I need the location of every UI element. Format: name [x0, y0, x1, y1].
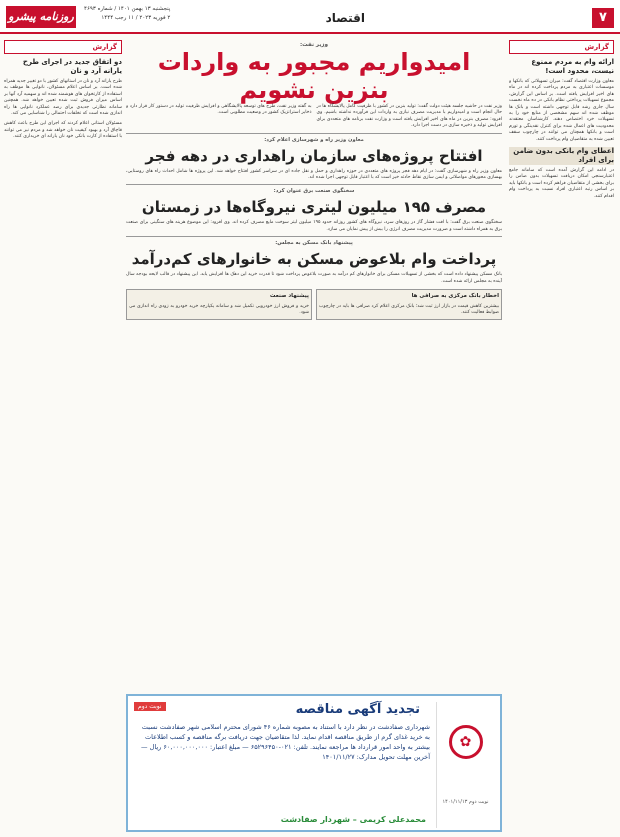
- kicker-4: پیشنهاد بانک مسکن به مجلس:: [275, 240, 353, 247]
- right-column: [509, 40, 614, 720]
- left-body-2: مسئولان استانی اعلام کردند که اجرای این طرح باعث کاهش قاچاق آرد و بهبود کیفیت نان خواهد شد و مردم نیز می توانند با استفاده از کارت بانکی خود نان یارانه ای خریداری کنند.: [4, 121, 122, 140]
- page-number: ۷: [592, 8, 614, 28]
- report-tag-left: گزارش: [4, 40, 122, 54]
- right-headline: ارائه وام به مردم ممنوع نیست، محدود است!: [531, 58, 614, 75]
- section-title: اقتصاد: [325, 11, 365, 25]
- page-header: [0, 0, 620, 34]
- emblem-icon: ✿: [449, 725, 483, 759]
- left-headline: دو اتفاق جدید در اجرای طرح یارانه آرد و نان: [22, 58, 122, 75]
- body-5: بانک مسکن پیشنهاد داده است که بخشی از تسهیلات مسکن برای خانوارهای کم درآمد به صورت بلاعوض پرداخت شود تا قدرت خرید این دهک ها افزایش یابد. این پیشنهاد در قالب لایحه بودجه سال آینده به مجلس ارائه شده است.: [126, 272, 502, 284]
- right-subhead: اعطای وام بانکی بدون ضامن برای افراد: [509, 147, 614, 165]
- right-body: معاون وزارت اقتصاد گفت: میزان تسهیلاتی که بانکها و موسسات اعتباری به مردم پرداخت کرده اند در ماه های اخیر افزایش یافته است. بر اساس این گزارش، مجموع تسهیلات پرداختی نظام بانکی در ده ماه نخست سال جاری رشد قابل توجهی داشته است و بانک ها موظف شده اند سهم مشخصی از منابع خود را به تسهیلات خرد اختصاص دهند. کارشناسان معتقدند محدودیت های اعمال شده برای کنترل نقدینگی و تورم است و بانکها همچنان می توانند در چارچوب سقف تعیین شده به متقاضیان وام پرداخت کنند.: [509, 79, 614, 142]
- announcement-box-1: اخطار بانک مرکزی به صرافی ها بیشترین کاهش قیمت در بازار ارز ثبت شد؛ بانک مرکزی اعلام کرد صرافی ها باید در چارچوب ضوابط فعالیت کنند.: [316, 289, 502, 320]
- kicker-3: سخنگوی صنعت برق عنوان کرد:: [273, 188, 355, 195]
- ad-signature: محمدعلی کریمی – شهردار صفادشت: [280, 815, 426, 824]
- announcement-box-2: پیشنهاد صنعت خرید و فروش ارز خودرویی تکمیل شد و سامانه یکپارچه خرید خودرو به زودی راه اندازی می شود.: [126, 289, 312, 320]
- ad-badge: نوبت دوم: [134, 702, 166, 711]
- issue-date: پنجشنبه ۱۳ بهمن ۱۴۰۱ / شماره ۴۶۹۳ ۲ فوریه ۲۰۲۳ / ۱۱ رجب ۱۴۴۴: [84, 6, 171, 21]
- left-body: طرح یارانه آرد و نان در استانهای کشور با دو تغییر جدید همراه شده است. بر اساس اعلام مسئولان، نانوایی ها موظف به استفاده از کارتخوان های هوشمند شده اند و سهمیه آرد آنها بر اساس میزان فروش ثبت شده تعیین خواهد شد. همچنین سامانه نظارتی جدیدی برای رصد عملکرد نانوایی ها راه اندازی شده است که تخلفات احتمالی را شناسایی می کند.: [4, 79, 122, 117]
- ad-code: نوبت دوم ۱۴۰۱/۱۱/۱۳: [442, 799, 489, 805]
- left-column: [4, 40, 122, 640]
- tender-advertisement: [126, 694, 502, 832]
- main-kicker: وزیر نفت:: [299, 42, 329, 48]
- ad-body: شهرداری صفادشت در نظر دارد با استناد به مصوبه شماره ۴۶ شورای محترم اسلامی شهر صفادشت نسبت به خرید غذای گرم از طریق مناقصه اقدام نماید. لذا متقاضیان جهت دریافت برگه مناقصه و کسب اطلاعات بیشتر به واحد امور قرارداد ها مراجعه نمایند. تلفن: ۰۲۱-۶۵۲۹۶۴۵۰ — مبلغ اعتبار: ۶۰,۰۰۰,۰۰۰,۰۰۰ ریال — آخرین مهلت تحویل مدارک: ۱۴۰۱/۱۱/۲۷: [141, 723, 430, 761]
- headline-4: پرداخت وام بلاعوض مسکن به خانوارهای کم‌درآمد: [131, 250, 497, 269]
- main-body-2: به گفته وزیر نفت، طرح های توسعه پالایشگاهی و افزایش ظرفیت تولید در دستور کار قرار دارد و ذخایر استراتژیک کشور در وضعیت مطلوبی است.: [126, 104, 312, 116]
- kicker-2: معاون وزیر راه و شهرسازی اعلام کرد:: [264, 136, 364, 143]
- municipality-emblem: [436, 702, 494, 828]
- headline-3: مصرف ۱۹۵ میلیون لیتری نیروگاه‌ها در زمستان: [141, 198, 487, 217]
- ad-title: تجدید آگهی مناقصه: [295, 702, 420, 717]
- report-tag: گزارش: [509, 40, 614, 54]
- main-body: وزیر نفت در حاشیه جلسه هیئت دولت گفت: تولید بنزین در کشور با ظرفیت کامل پالایشگاه ها در حال انجام است و امیدواریم با مدیریت مصرف نیازی به واردات این فرآورده نداشته باشیم. وی افزود: مصرف بنزین در ماه های اخیر افزایش یافته است و وزارت نفت برنامه های متعددی برای افزایش تولید و ذخیره سازی در دست اجرا دارد.: [316, 104, 502, 129]
- headline-2: افتتاح پروژه‌های سازمان راهداری در دهه فجر: [145, 146, 483, 165]
- newspaper-logo: روزنامه پیشرو: [6, 6, 76, 28]
- right-body-2: در ادامه این گزارش آمده است که سامانه جامع اعتبارسنجی امکان دریافت تسهیلات بدون ضامن را برای بخشی از متقاضیان فراهم کرده است و بانکها باید بر اساس رتبه اعتباری افراد نسبت به پرداخت وام اقدام کنند.: [509, 168, 614, 199]
- body-3: معاون وزیر راه و شهرسازی گفت: در ایام دهه فجر پروژه های متعددی در حوزه راهداری و حمل و نقل جاده ای در سراسر کشور افتتاح خواهد شد. این پروژه ها شامل احداث راه های روستایی، بهسازی محورهای مواصلاتی و ایمن سازی نقاط حادثه خیز است که با اعتبار قابل توجهی اجرا شده اند.: [126, 168, 502, 181]
- main-headline: امیدواریم مجبور به واردات بنزین نشویم: [157, 48, 471, 104]
- body-4: سخنگوی صنعت برق گفت: با افت فشار گاز در روزهای سرد، نیروگاه های کشور روزانه حدود ۱۹۵ میلیون لیتر سوخت مایع مصرف کرده اند. وی افزود: این موضوع هزینه های سنگینی برای صنعت برق به همراه داشته است و ضرورت مدیریت مصرف انرژی را بیش از پیش نمایان می سازد.: [126, 220, 502, 232]
